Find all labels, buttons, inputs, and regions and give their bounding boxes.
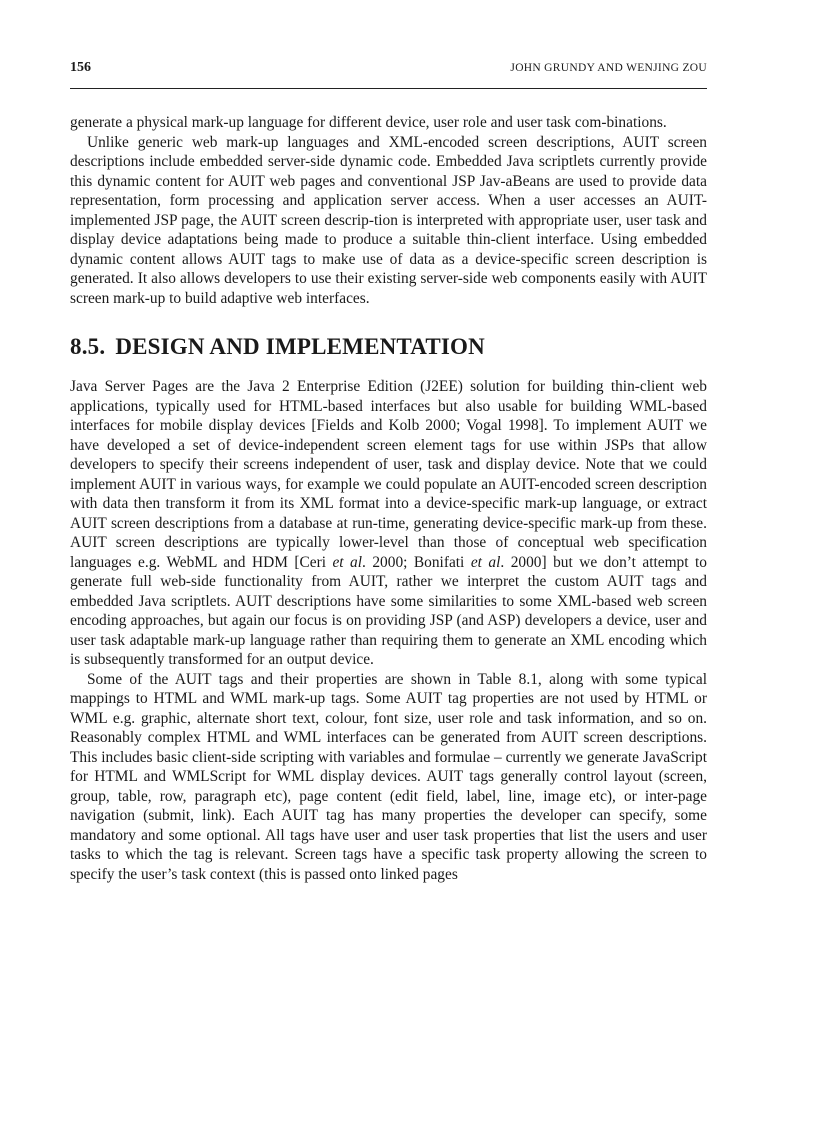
- section-heading: [70, 333, 707, 361]
- paragraph-auit-tags: Some of the AUIT tags and their properties are shown in Table 8.1, along with some typical mappings to HTML and WML mark-up tags. Some AUIT tag properties are not used by HTML or WML e.g. graphic, alternate short text, colour, font size, user role and task information, and so on. Reasonably complex HTML and WML interfaces can be generated from AUIT screen descriptions. This includes basic client-side scripting with variables and formulae – currently we generate JavaScript for HTML and WMLScript for WML display devices. AUIT tags generally control layout (screen, group, table, row, paragraph etc), page content (edit field, label, line, image etc), or inter-page navigation (submit, link). Each AUIT tag has many properties the developer can specify, some mandatory and some optional. All tags have user and user task properties that list the users and user tasks to which the tag is relevant. Screen tags have a specific task property allowing the screen to specify the user’s task context (this is passed onto linked pages: [70, 670, 707, 883]
- text-run: Java Server Pages are the Java 2 Enterprise Edition (J2EE) solution for building thin-client web applications, typically used for HTML-based interfaces but also usable for building WML-based interfaces for mobile display devices [Fields and Kolb 2000; Vogal 1998]. To implement AUIT we have developed a set of device-independent screen element tags for use within JSPs that allow developers to specify their screens independent of user, task and display device. Note that we could implement AUIT in various ways, for example we could populate an AUIT-encoded screen description with data then transform it from its XML format into a device-specific mark-up language, or extract AUIT screen descriptions from a database at run-time, generating device-specific mark-up from these. AUIT screen descriptions are typically lower-level than those of conceptual web specification languages e.g. WebML and HDM [Ceri: [70, 378, 707, 571]
- running-head: [70, 60, 707, 89]
- text-run: . 2000; Bonifati: [362, 553, 471, 571]
- running-title: JOHN GRUNDY AND WENJING ZOU: [510, 62, 707, 74]
- paragraph-jsp-overview: [70, 377, 707, 670]
- page-number: 156: [70, 60, 91, 75]
- text-run-italic: et al: [470, 553, 501, 571]
- page: [70, 60, 707, 884]
- paragraph-auit-dynamic-content: Unlike generic web mark-up languages and XML-encoded screen descriptions, AUIT screen descriptions include embedded server-side dynamic code. Embedded Java scriptlets currently provide this dynamic content for AUIT web pages and conventional JSP Jav-aBeans are used to provide data representation, form processing and application server access. When a user accesses an AUIT-implemented JSP page, the AUIT screen descrip-tion is interpreted with appropriate user, user task and display device adaptations being made to produce a suitable thin-client interface. Using embedded dynamic content allows AUIT tags to make use of data as a device-specific screen description is generated. It also allows developers to use their existing server-side web components easily with AUIT screen mark-up to build adaptive web interfaces.: [70, 133, 707, 307]
- section-title: DESIGN AND IMPLEMENTATION: [115, 334, 485, 359]
- body-text: [70, 113, 707, 884]
- paragraph-continued: generate a physical mark-up language for different device, user role and user task com-binations.: [70, 114, 667, 131]
- text-run-italic: et al: [332, 553, 363, 571]
- section-number: 8.5.: [70, 334, 106, 359]
- text-run: . 2000] but we don’t attempt to generate full web-side functionality from AUIT, rather we interpret the custom AUIT tags and embedded Java scriptlets. AUIT descriptions have some similarities to some XML-based web screen encoding approaches, but again our focus is on providing JSP (and ASP) developers a device, user and user task adaptable mark-up language rather than requiring them to generate an XML encoding which is subsequently transformed for an output device.: [70, 553, 707, 668]
